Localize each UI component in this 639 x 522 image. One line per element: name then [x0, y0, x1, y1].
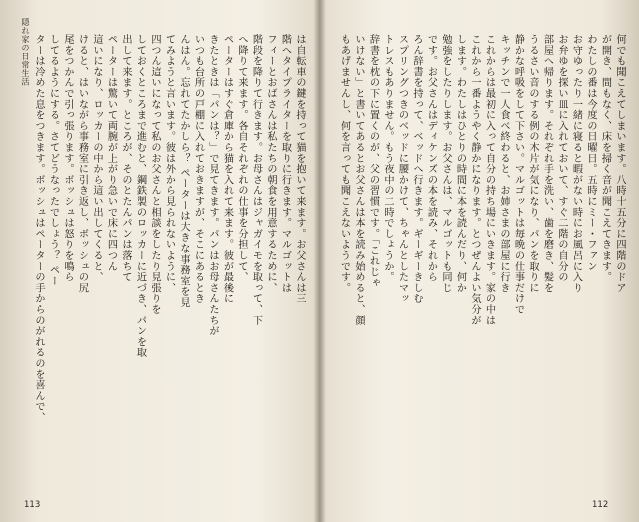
right-page-number: 112	[592, 500, 609, 510]
right-page-body-text: 何でも聞こえてしまいます。八時十五分に四階のドア が開き、間もなく、床を掃く音が聞こえてきます。 わたしの番は今度の日曜日。五時にミー・ファン お守ゆったり一緒に寝ると暇がない時にお風呂に入り お弁ゆを探い皿に入れておいて、すぐ二階の自分の 部屋へ帰ります。それぞれ手を洗い、歯を磨き、髪を うるさい音のする例の木片が気になり、パンを取りに 静かな呼吸をして下さい。マルゴットは毎晩の仕事だけで キッチンで一人食べ終わると、お姉さまの部屋に行き これからは最初に入って自分の持ち場にいきます。家の中は これから一番ようやく静かになります。とつぜんよい気分が します。わたしはひとりの時間に本を読んだり、何か 勉強をしたりします。お父さんは、マルゴットも同じ です。お父さんはディケンズの本を読み、それから ろん辞書を持って、ベッドへ行きます。ギーギーきしむ スプリングつきのベッドに腰かけて、ちゃんとしたマッ トレスもありません。もう夜中の二時でしょうか。 辞書を枕の下に置くのが、父の習慣です。「これじゃ いけない」と書いてあるとお父さんは本を読み始めると、顔 もあげませんし、何を言っても聞こえないようです。	[338, 34, 625, 326]
right-page	[320, 0, 639, 522]
left-page-body-text: は自転車の鍵を持って猫を抱いて来ます。お父さんは三 階へタイプライターを取りに行きます。マルゴットは フィーとおばさんは私たちの朝食を用意するために、 階段を降りて行きます。お母さんはジャガイモを取って、下 へ降りて来ます。各自それぞれの仕事を分担して、 ペーターはすぐ倉庫から猫を入れて来ます。彼が最後に きたときは「パンは？」で見てきます。パンはお母さんたちが いつも台所の戸棚に入れておきますが、そこにあるとき んはん。忘れてたかしら？ ペーターは大きな事務室を見 てみようと言います。彼は外から見られないように、 四つん這いになって私のお父さんと相談をしたり見張りを しておくところまで進むと、鋼鉄製のロッカーに近づき、パンを取 出して来ます。ところが、そのとたんパンは落ちて ペーターは驚いて両腕が上がり急いで床に四つん 這いになり、ロッカーの中から這い出してくると、 けると、はいながら事務室に引き返し、ボッシュの尻 尾をつかんで引っ張ります。ボッシュは怒りを鳴ら してるようにする。さてどうなったでしょう？ ペー ターは冷めた息をつきます。ボッシュはペーターの手からのがれるのを喜んで、	[33, 34, 305, 423]
running-head: 隠れ家の日常生活	[21, 18, 30, 86]
left-page-number: 113	[24, 500, 41, 510]
left-page	[0, 0, 319, 522]
